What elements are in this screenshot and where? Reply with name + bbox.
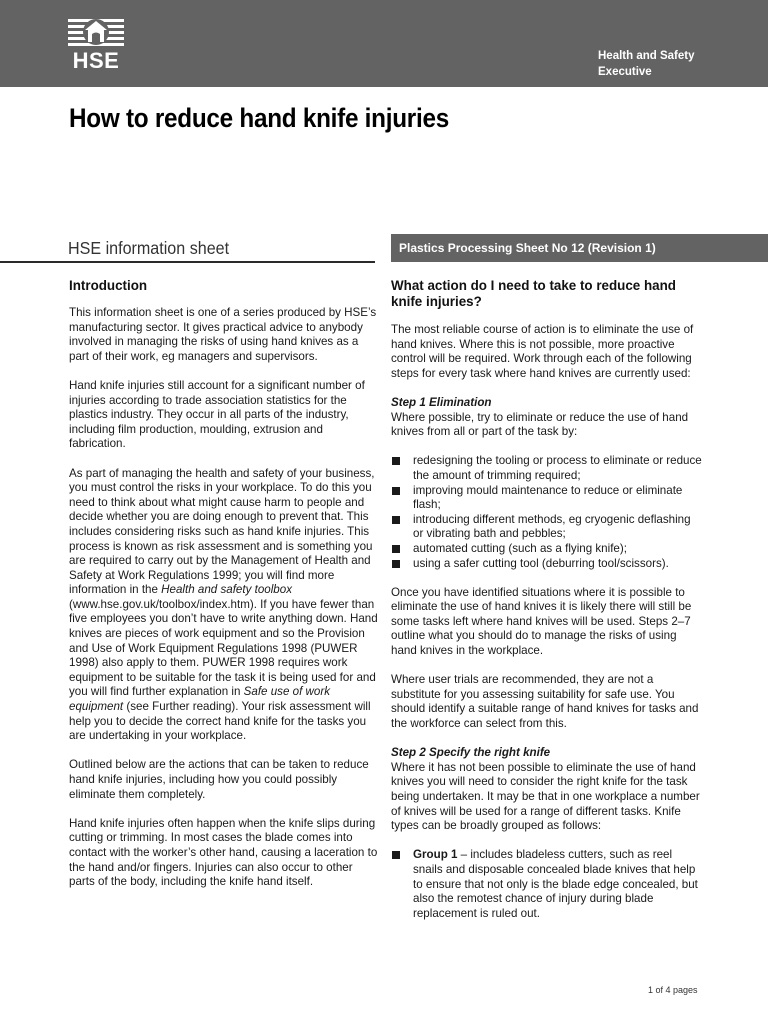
step2-heading: Step 2 Specify the right knife bbox=[391, 746, 551, 760]
left-column bbox=[69, 278, 381, 904]
group1-text: – includes bladeless cutters, such as reel snails and disposable concealed blade knives that help to ensure that not only is the blade edge concealed, but also the remotest chance of injury during blade replacement is ruled out. bbox=[413, 848, 698, 920]
header-band bbox=[0, 0, 768, 87]
p3-text-b: (www.hse.gov.uk/toolbox/index.htm). If you have fewer than five employees you don’t have to write anything down. Hand knives are pieces of work equipment and so the Provision and Use of Work Equipment Regulations 1998 (PUWER 1998) also apply to them. PUWER 1998 requires work equipment to be suitable for the task it is being used for and you will find further explanation in bbox=[69, 597, 378, 699]
crown-emblem-icon bbox=[66, 16, 126, 50]
intro-paragraph-1: This information sheet is one of a series produced by HSE’s manufacturing sector. It gives practical advice to anybody involved in managing the risks of using hand knives as a part of their work, eg managers and supervisors. bbox=[69, 306, 377, 363]
step1-list bbox=[391, 454, 703, 571]
info-sheet-label: HSE information sheet bbox=[68, 238, 230, 258]
list-item bbox=[391, 542, 703, 557]
hse-logo bbox=[66, 16, 126, 74]
action-heading: What action do I need to take to reduce hand knife injuries? bbox=[391, 278, 676, 309]
intro-paragraph-4: Outlined below are the actions that can be taken to reduce hand knife injuries, including how you could possibly eliminate them completely. bbox=[69, 758, 369, 801]
intro-paragraph-2: Hand knife injuries still account for a significant number of injuries according to trade association statistics for the plastics industry. They occur in all parts of the industry, including film production, moulding, extrusion and fabrication. bbox=[69, 378, 365, 451]
step1-intro: Where possible, try to eliminate or reduce the use of hand knives from all or part of the task by: bbox=[391, 410, 689, 439]
p3-text-a: As part of managing the health and safety of your business, you must control the risks in your workplace. To do this you need to think about what might cause harm to people and decide whether you are doing enough to prevent that. This includes considering risks such as hand knife injuries. This process is known as risk assessment and is something you are required to carry out by the Management of Health and Safety at Work Regulations 1999; you will find more information in the bbox=[69, 466, 375, 597]
sheet-number-label: Plastics Processing Sheet No 12 (Revision 1) bbox=[399, 241, 656, 255]
step1-heading: Step 1 Elimination bbox=[391, 395, 492, 409]
list-item bbox=[391, 513, 703, 542]
list-item-text: using a safer cutting tool (deburring tool/scissors). bbox=[413, 556, 669, 570]
square-bullet-icon bbox=[392, 851, 400, 859]
list-item-text: automated cutting (such as a flying knife); bbox=[413, 541, 627, 555]
square-bullet-icon bbox=[392, 516, 400, 524]
group-list bbox=[391, 848, 703, 921]
step2-intro: Where it has not been possible to eliminate the use of hand knives you will need to consider the right knife for the task being undertaken. It may be that in one workplace a number of knives will be used for a range of different tasks. Knife types can be broadly grouped as follows: bbox=[391, 760, 700, 833]
list-item bbox=[391, 557, 703, 572]
work-equipment-reference: Safe use of work equipment bbox=[69, 685, 331, 714]
list-item bbox=[391, 454, 703, 483]
intro-paragraph-5: Hand knife injuries often happen when the knife slips during cutting or trimming. In most cases the blade comes into contact with the worker’s other hand, causing a laceration to the hand and/or fingers. Injuries can also occur to other parts of the body, including the knife hand itself. bbox=[69, 816, 378, 889]
page-number: 1 of 4 pages bbox=[648, 985, 698, 995]
document-title: How to reduce hand knife injuries bbox=[69, 103, 449, 133]
group1-label: Group 1 bbox=[413, 848, 458, 862]
executive-name bbox=[598, 48, 748, 80]
logo-text: HSE bbox=[72, 48, 120, 73]
list-item bbox=[391, 484, 703, 513]
p3-text-c: (see Further reading). Your risk assessment will help you to decide the correct hand knife for the tasks you are undertaking in your workplace. bbox=[69, 700, 371, 743]
action-paragraph-3: Where user trials are recommended, they are not a substitute for you assessing suitability for safe use. You should identify a suitable range of hand knives for tasks and the workforce can select from this. bbox=[391, 673, 699, 731]
list-item-text: redesigning the tooling or process to eliminate or reduce the amount of trimming required; bbox=[413, 454, 702, 482]
square-bullet-icon bbox=[392, 545, 400, 553]
sheet-number-band bbox=[391, 234, 768, 262]
list-item-text: introducing different methods, eg cryogenic deflashing or vibrating bath and pebbles; bbox=[413, 512, 691, 541]
intro-paragraph-3 bbox=[69, 467, 381, 744]
square-bullet-icon bbox=[392, 457, 400, 465]
square-bullet-icon bbox=[392, 487, 400, 495]
action-paragraph-2: Once you have identified situations where it is possible to eliminate the use of hand knives it is likely there will still be some tasks left where hand knives will be used. Steps 2–7 outline what you should do to manage the risks of using hand knives in the workplace. bbox=[391, 585, 692, 658]
square-bullet-icon bbox=[392, 560, 400, 568]
executive-line-2: Executive bbox=[598, 66, 652, 78]
list-item bbox=[391, 848, 703, 921]
executive-line-1: Health and Safety bbox=[598, 50, 695, 62]
section-divider bbox=[0, 261, 375, 263]
action-paragraph-1: The most reliable course of action is to eliminate the use of hand knives. Where this is not possible, more proactive control will be required. Work through each of the following steps for every task where hand knives are currently used: bbox=[391, 323, 694, 380]
right-column bbox=[391, 278, 703, 936]
list-item-text: improving mould maintenance to reduce or eliminate flash; bbox=[413, 483, 683, 512]
toolbox-reference: Health and safety toolbox bbox=[161, 583, 292, 597]
introduction-heading: Introduction bbox=[69, 278, 148, 293]
